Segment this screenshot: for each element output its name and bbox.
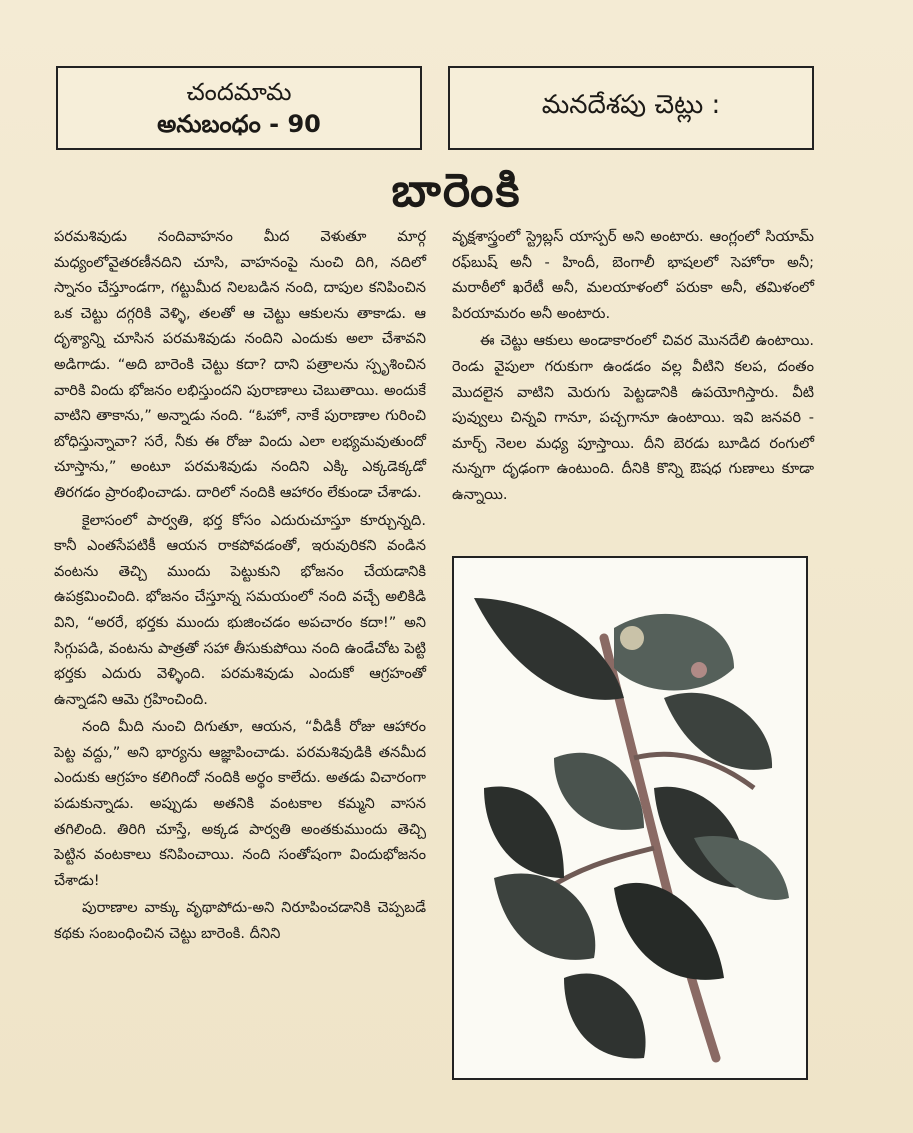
leaf-branch-illustration <box>454 558 806 1078</box>
article-title: బారెంకి <box>391 163 522 217</box>
paragraph: వృక్షశాస్త్రంలో స్ట్రెబ్లస్ యాస్పర్ అని అంటారు. ఆంగ్లంలో సియామ్ రఫ్‌బుష్ అనీ - హిందీ, బెంగాలీ భాషలలో సెహోరా అనీ; మరాఠీలో ఖరేటీ అనీ, మలయాళంలో పరుకా అనీ, తమిళంలో పిరయామరం అనీ అంటారు. <box>452 228 814 322</box>
magazine-name: చందమామ <box>186 78 292 106</box>
section-title: మనదేశపు చెట్లు : <box>541 90 721 120</box>
paragraph: కైలాసంలో పార్వతి, భర్త కోసం ఎదురుచూస్తూ కూర్చున్నది. కానీ ఎంతసేపటికీ ఆయన రాకపోవడంతో, ఇరువురికని వండిన వంటను తెచ్చి ముందు పెట్టుకుని భోజనం చేయడానికి ఉపక్రమించింది. భోజనం చేస్తూన్న సమయంలో నంది వచ్చే అలికిడి విని, “అరరే, భర్తకు ముందు భుజించడం అపచారం కదా!” అని సిగ్గుపడి, వంటను పాత్రతో సహా తీసుకుపోయి నంది ఉండేచోట పెట్టి భర్తకు ఎదురు వెళ్ళింది. పరమశివుడు ఎందుకో ఆగ్రహంతో ఉన్నాడని ఆమె గ్రహించింది. <box>54 511 426 708</box>
paragraph: పరమశివుడు నందివాహనం మీద వెళుతూ మార్గ మధ్యంలోవైతరణీనదిని చూసి, వాహనంపై నుంచి దిగి, నదిలో స్నానం చేస్తూండగా, గట్టుమీద నిలబడిన నంది, దాపుల కనిపించిన ఒక చెట్టు దగ్గరికి వెళ్ళి, తలతో ఆ చెట్టు ఆకులను తాకాడు. ఆ దృశ్యాన్ని చూసిన పరమశివుడు నందిని ఎందుకు అలా చేశావని అడిగాడు. “అది బారెంకి చెట్టు కదా? దాని పత్రాలను స్పృశించిన వారికి విందు భోజనం లభిస్తుందని పురాణాలు చెబుతాయి. అందుకే వాటిని తాకాను,” అన్నాడు నంది. “ఓహో, నాకే పురాణాల గురించి బోధిస్తున్నావా? సరే, నీకు ఈ రోజు విందు ఎలా లభ్యమవుతుందో చూస్తాను,” అంటూ పరమశివుడు నందిని ఎక్కి ఎక్కడెక్కడో తిరగడం ప్రారంభించాడు. దారిలో నందికి ఆహారం లేకుండా చేశాడు. <box>54 228 426 501</box>
series-label-box <box>56 66 422 150</box>
right-column <box>452 224 814 510</box>
section-label-box <box>448 66 814 150</box>
plant-photo <box>452 556 808 1080</box>
paragraph: ఈ చెట్టు ఆకులు అండాకారంలో చివర మొనదేలి ఉంటాయి. రెండు వైపులా గరుకుగా ఉండడం వల్ల వీటిని కలప, దంతం మొదలైన వాటిని మెరుగు పెట్టడానికి ఉపయోగిస్తారు. వీటి పువ్వులు చిన్నవి గానూ, పచ్చగానూ ఉంటాయి. ఇవి జనవరి - మార్చ్ నెలల మధ్య పూస్తాయి. దీని బెరడు బూడిద రంగులో నున్నగా దృఢంగా ఉంటుంది. దీనికి కొన్ని ఔషధ గుణాలు కూడా ఉన్నాయి. <box>452 332 814 503</box>
paragraph: నంది మీది నుంచి దిగుతూ, ఆయన, “వీడికీ రోజు ఆహారం పెట్ట వద్దు,” అని భార్యను ఆజ్ఞాపించాడు. పరమశివుడికి తనమీద ఎందుకు ఆగ్రహం కలిగిందో నందికి అర్థం కాలేదు. అతడు విచారంగా పడుకున్నాడు. అప్పుడు అతనికి వంటకాల కమ్మని వాసన తగిలింది. తిరిగి చూస్తే, అక్కడ పార్వతి అంతకుముందు తెచ్చి పెట్టిన వంటకాలు కనిపించాయి. నంది సంతోషంగా విందుభోజనం చేశాడు! <box>54 718 426 889</box>
supplement-number: అనుబంధం - 90 <box>157 110 321 138</box>
paragraph: పురాణాల వాక్కు వృథాపోదు-అని నిరూపించడానికి చెప్పబడే కథకు సంబంధించిన చెట్టు బారెంకి. దీనిని <box>54 899 426 943</box>
left-column <box>54 224 426 949</box>
